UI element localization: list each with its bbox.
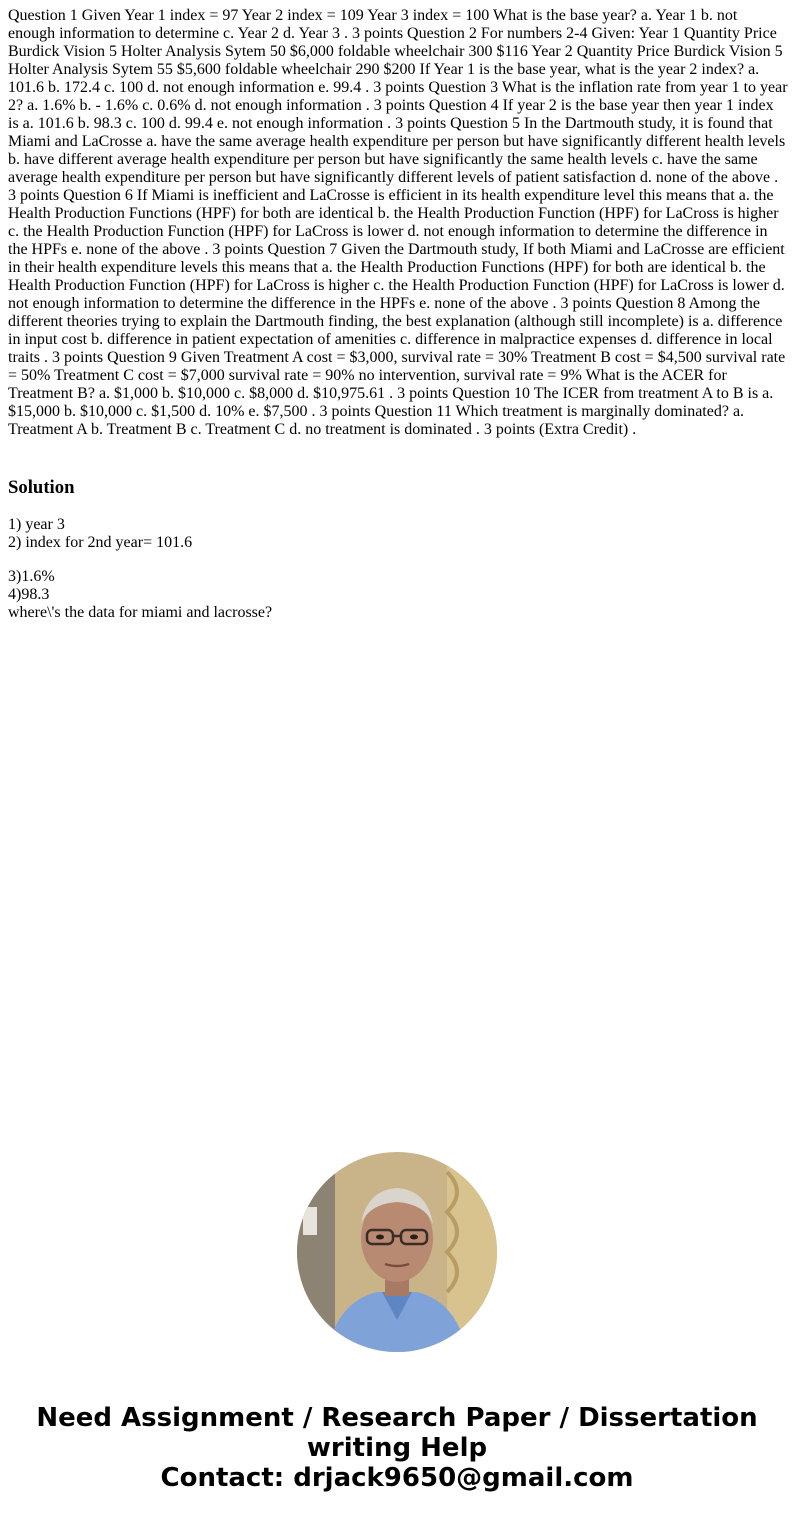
promo-line: writing Help bbox=[306, 1433, 488, 1463]
solution-answers-first bbox=[8, 516, 192, 552]
avatar-portrait bbox=[297, 1152, 497, 1352]
answer-line: 3)1.6% bbox=[8, 568, 55, 585]
promo-contact: Contact: drjack9650@gmail.com bbox=[160, 1463, 634, 1493]
promo-line: Need Assignment / Research Paper / Dissertation bbox=[36, 1403, 758, 1433]
question-text: Question 1 Given Year 1 index = 97 Year 2 index = 109 Year 3 index = 100 What is the base year? a. Year 1 b. not enough information to determine c. Year 2 d. Year 3 . 3 points Question 2 For numbers 2-4 Given: Year 1 Quantity Price Burdick Vision 5 Holter Analysis Sytem 50 $6,000 foldable wheelchair 300 $116 Year 2 Quantity Price Burdick Vision 5 Holter Analysis Sytem 55 $5,600 foldable wheelchair 290 $200 If Year 1 is the base year, what is the year 2 index? a. 101.6 b. 172.4 c. 100 d. not enough information e. 99.4 . 3 points Question 3 What is the inflation rate from year 1 to year 2? a. 1.6% b. - 1.6% c. 0.6% d. not enough information . 3 points Question 4 If year 2 is the base year then year 1 index is a. 101.6 b. 98.3 c. 100 d. 99.4 e. not enough information . 3 points Question 5 In the Dartmouth study, it is found that Miami and LaCrosse a. have the same average health expenditure per person but have significantly different health levels b. have different average health expenditure per person but have significantly the same health levels c. have the same average health expenditure per person but have significantly different levels of patient satisfaction d. none of the above . 3 points Question 6 If Miami is inefficient and LaCrosse is efficient in its health expenditure level this means that a. the Health Production Functions (HPF) for both are identical b. the Health Production Function (HPF) for LaCross is higher c. the Health Production Function (HPF) for LaCross is lower d. not enough information to determine the difference in the HPFs e. none of the above . 3 points Question 7 Given the Dartmouth study, If both Miami and LaCrosse are efficient in their health expenditure levels this means that a. the Health Production Functions (HPF) for both are identical b. the Health Production Function (HPF) for LaCross is higher c. the Health Production Function (HPF) for LaCross is lower d. not enough information to determine the difference in the HPFs e. none of the above . 3 points Question 8 Among the different theories trying to explain the Dartmouth finding, the best explanation (although still incomplete) is a. difference in input cost b. difference in patient expectation of amenities c. difference in malpractice expenses d. difference in local traits . 3 points Question 9 Given Treatment A cost = $3,000, survival rate = 30% Treatment B cost = $4,500 survival rate = 50% Treatment C cost = $7,000 survival rate = 90% no intervention, survival rate = 9% What is the ACER for Treatment B? a. $1,000 b. $10,000 c. $8,000 d. $10,975.61 . 3 points Question 10 The ICER from treatment A to B is a. $15,000 b. $10,000 c. $1,500 d. 10% e. $7,500 . 3 points Question 11 Which treatment is marginally dominated? a. Treatment A b. Treatment B c. Treatment C d. no treatment is dominated . 3 points (Extra Credit) . bbox=[8, 7, 788, 438]
promo-banner bbox=[0, 1403, 794, 1493]
answer-line: where\'s the data for miami and lacrosse? bbox=[8, 604, 273, 621]
solution-answers-second bbox=[8, 568, 272, 622]
answer-line: 2) index for 2nd year= 101.6 bbox=[8, 534, 193, 551]
author-avatar bbox=[297, 1152, 497, 1352]
answer-line: 4)98.3 bbox=[8, 586, 50, 603]
answer-line: 1) year 3 bbox=[8, 516, 65, 533]
solution-heading: Solution bbox=[8, 477, 75, 498]
